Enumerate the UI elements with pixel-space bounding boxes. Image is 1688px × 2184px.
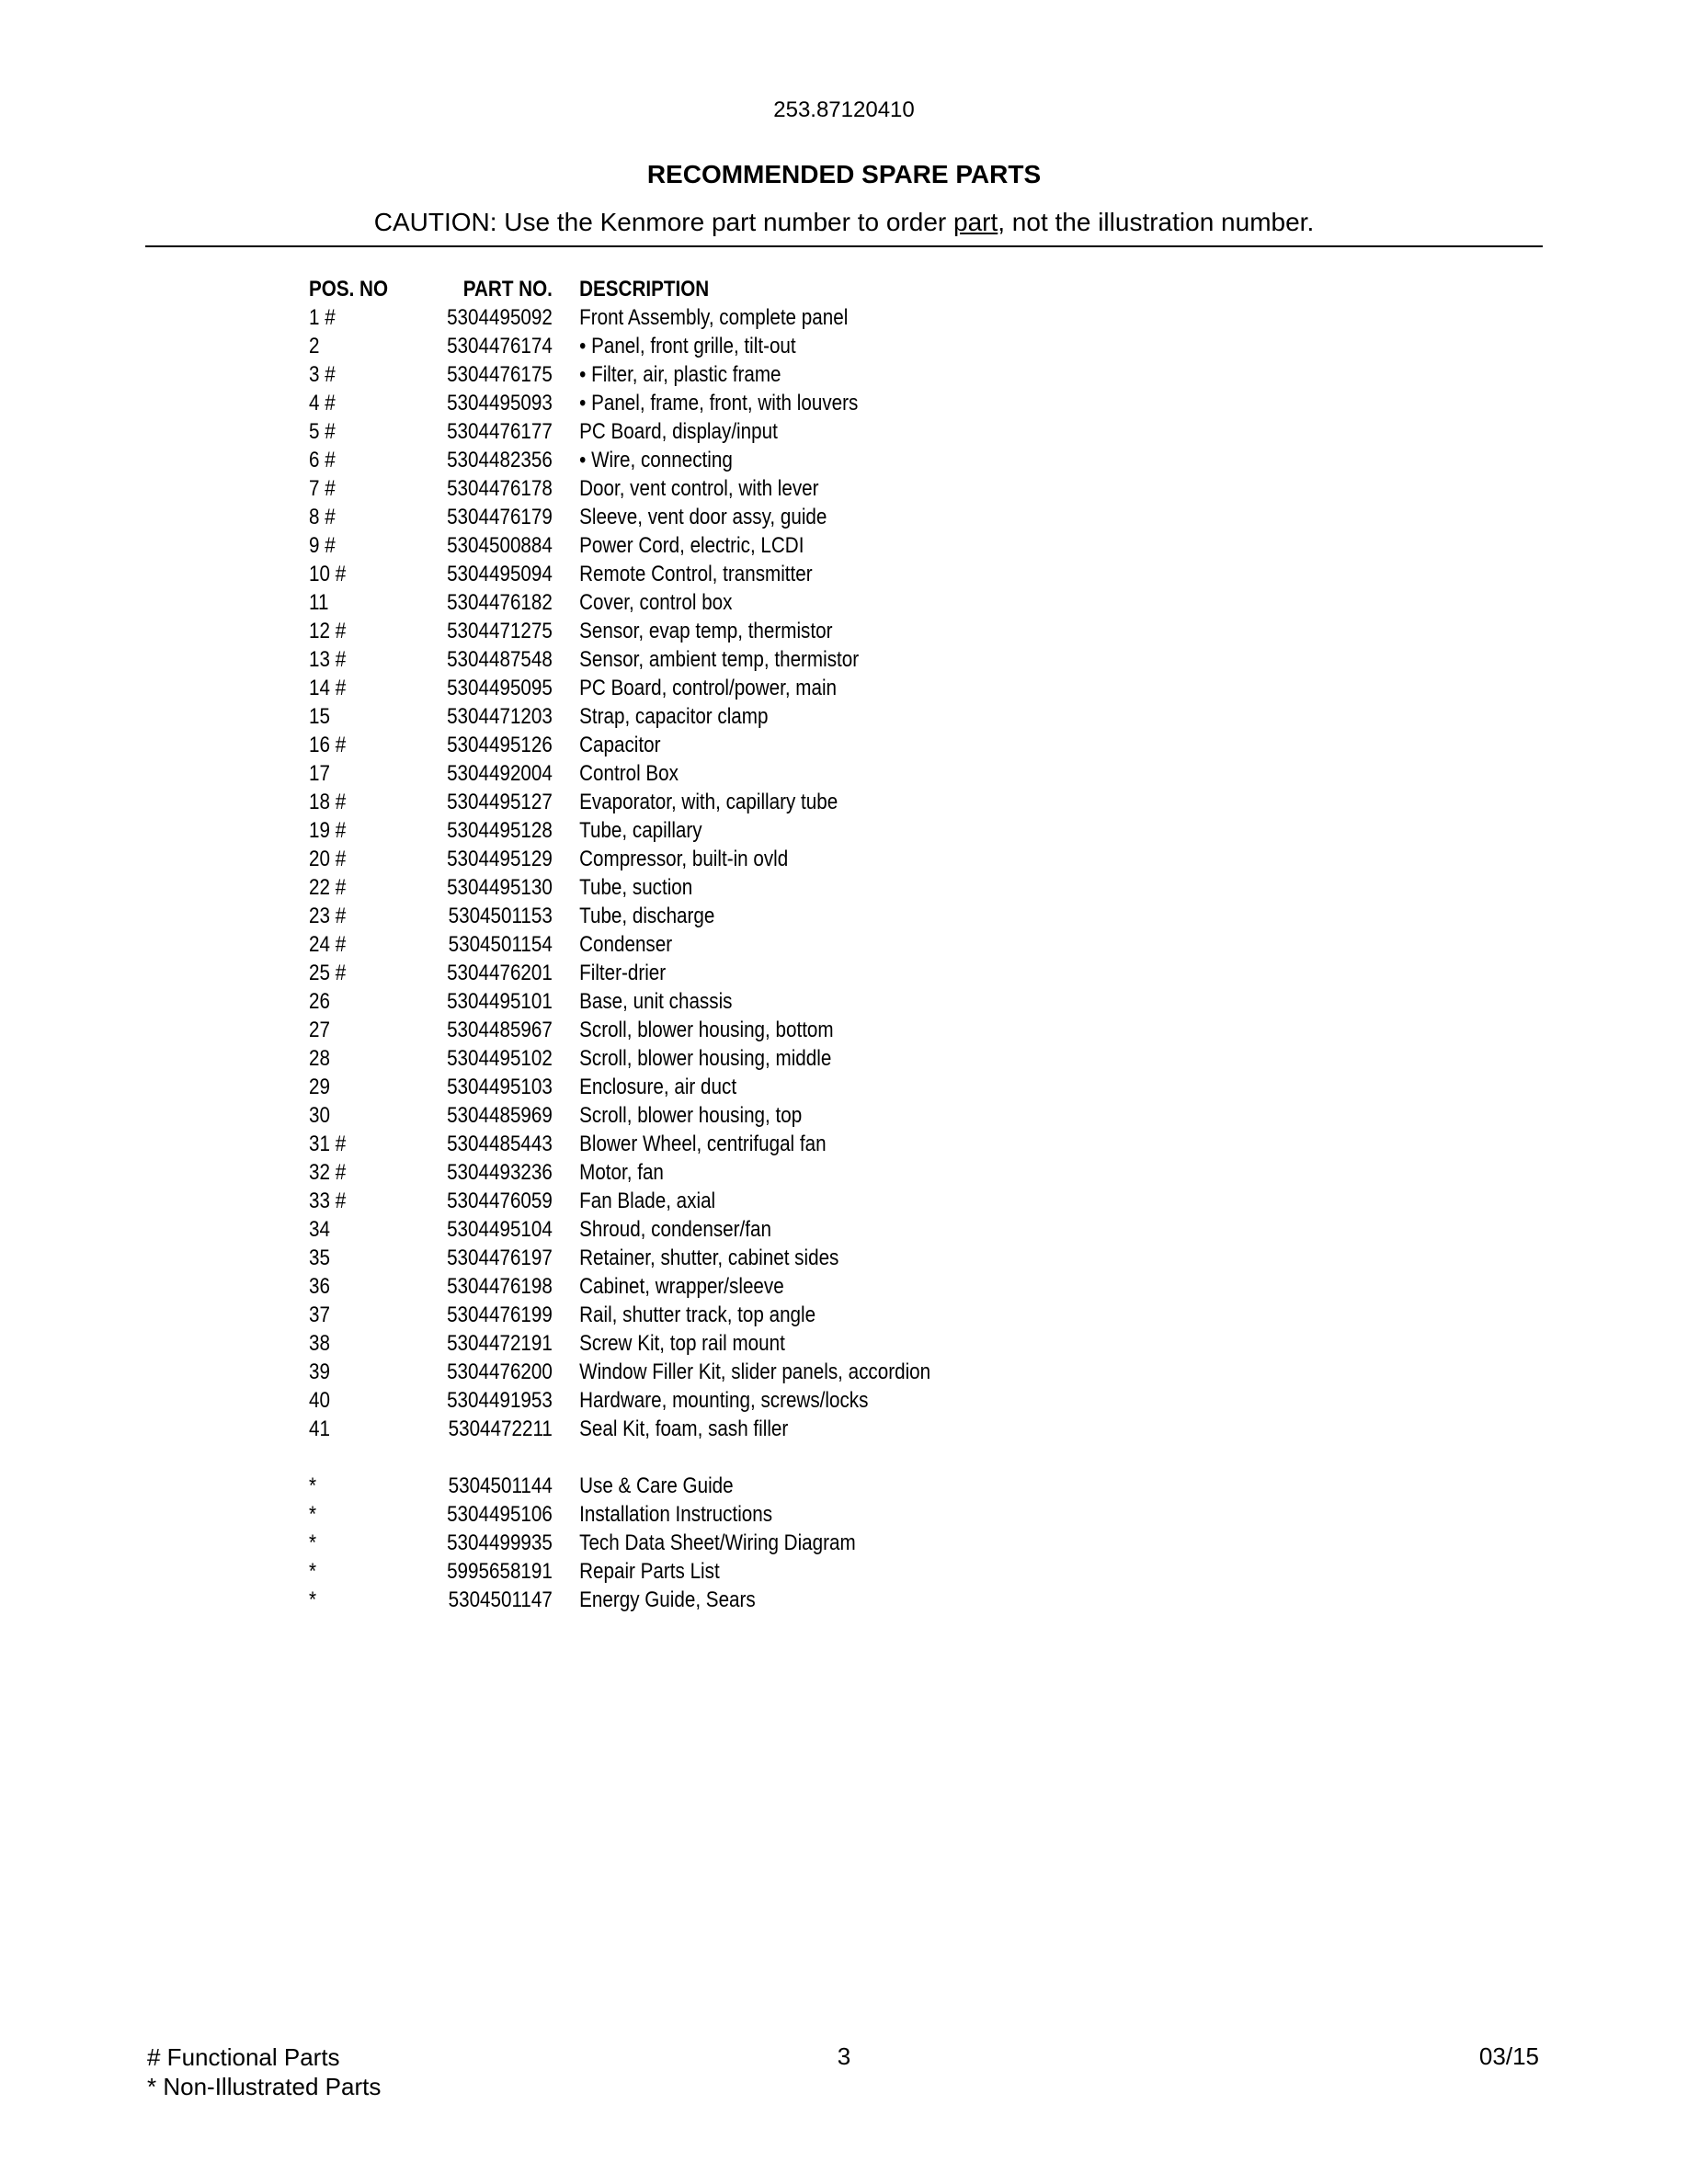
pos-cell: 8 # — [309, 505, 336, 529]
table-row — [309, 1130, 930, 1158]
pos-cell: 25 # — [309, 961, 347, 985]
part-number-cell: 5304476175 — [447, 362, 553, 387]
pos-cell: 1 # — [309, 305, 336, 330]
gap-cell — [553, 788, 579, 816]
part-number-cell: 5304476178 — [447, 476, 553, 501]
part-number-cell: 5304471203 — [447, 704, 553, 729]
description-cell: Seal Kit, foam, sash filler — [579, 1416, 789, 1441]
pos-cell: 37 — [309, 1302, 330, 1327]
part-number-cell: 5304495129 — [447, 847, 553, 871]
description-cell: Rail, shutter track, top angle — [579, 1302, 816, 1327]
description-cell: Base, unit chassis — [579, 989, 733, 1014]
pos-cell: 3 # — [309, 362, 336, 387]
part-number-cell: 5304472211 — [448, 1416, 553, 1441]
table-header-row — [309, 272, 930, 303]
gap-cell — [553, 1415, 579, 1443]
part-number-cell: 5304471275 — [447, 619, 553, 643]
part-number-cell: 5304495106 — [447, 1502, 553, 1527]
gap-cell — [553, 332, 579, 360]
description-cell: Evaporator, with, capillary tube — [579, 790, 838, 814]
description-cell: PC Board, control/power, main — [579, 676, 838, 700]
pos-cell: 6 # — [309, 448, 336, 472]
gap-cell — [553, 902, 579, 930]
table-row — [309, 702, 930, 731]
table-row — [309, 360, 930, 389]
table-row — [309, 1386, 930, 1415]
pos-cell: 30 — [309, 1103, 330, 1128]
part-number-cell: 5304501154 — [448, 932, 553, 957]
table-row — [309, 1158, 930, 1187]
part-number-cell: 5304476198 — [447, 1274, 553, 1299]
pos-cell: 12 # — [309, 619, 347, 643]
caution-underlined-word: part — [953, 208, 998, 236]
pos-cell: 29 — [309, 1075, 330, 1099]
table-row-non-illustrated — [309, 1500, 930, 1529]
part-number-cell: 5304476200 — [447, 1359, 553, 1384]
part-number-cell: 5304499935 — [447, 1530, 553, 1555]
pos-cell: 4 # — [309, 391, 336, 415]
part-number-cell: 5304485969 — [447, 1103, 553, 1128]
pos-cell: 7 # — [309, 476, 336, 501]
gap-cell — [553, 360, 579, 389]
pos-cell: 27 — [309, 1018, 330, 1042]
pos-cell: 24 # — [309, 932, 347, 957]
parts-table — [309, 272, 930, 1614]
pos-cell: * — [309, 1502, 317, 1527]
pos-cell: 16 # — [309, 733, 347, 757]
pos-cell: 14 # — [309, 676, 347, 700]
header-divider — [145, 245, 1543, 247]
legend-non-illustrated: * Non-Illustrated Parts — [147, 2073, 382, 2100]
part-number-cell: 5304492004 — [447, 761, 553, 786]
pos-cell: 33 # — [309, 1189, 347, 1213]
gap-cell — [553, 645, 579, 674]
column-header-description: DESCRIPTION — [579, 277, 710, 301]
table-row — [309, 930, 930, 959]
description-cell: Repair Parts List — [579, 1559, 720, 1584]
column-gap — [553, 272, 579, 303]
description-cell: Cover, control box — [579, 590, 733, 615]
part-number-cell: 5304501153 — [448, 904, 553, 928]
part-number-cell: 5304485443 — [447, 1132, 553, 1156]
part-number-cell: 5304500884 — [447, 533, 553, 558]
caution-suffix: , not the illustration number. — [998, 208, 1315, 236]
description-cell: Sensor, evap temp, thermistor — [579, 619, 833, 643]
table-row — [309, 731, 930, 759]
description-cell: Scroll, blower housing, top — [579, 1103, 803, 1128]
gap-cell — [553, 702, 579, 731]
gap-cell — [553, 1158, 579, 1187]
part-number-cell: 5304495126 — [447, 733, 553, 757]
description-cell: • Panel, front grille, tilt-out — [579, 334, 796, 358]
gap-cell — [553, 588, 579, 617]
description-cell: Energy Guide, Sears — [579, 1587, 756, 1612]
part-number-cell: 5304495092 — [447, 305, 553, 330]
pos-cell: 9 # — [309, 533, 336, 558]
pos-cell: 31 # — [309, 1132, 347, 1156]
gap-cell — [553, 1500, 579, 1529]
gap-cell — [553, 1215, 579, 1244]
table-row — [309, 816, 930, 845]
pos-cell: 10 # — [309, 562, 347, 586]
table-row — [309, 1016, 930, 1044]
gap-cell — [553, 1301, 579, 1329]
page-title: RECOMMENDED SPARE PARTS — [646, 160, 1042, 188]
pos-cell: 38 — [309, 1331, 330, 1356]
description-cell: Front Assembly, complete panel — [579, 305, 849, 330]
part-number-cell: 5304501147 — [448, 1587, 553, 1612]
gap-cell — [553, 1529, 579, 1557]
part-number-cell: 5304476182 — [447, 590, 553, 615]
part-number-cell: 5304495102 — [447, 1046, 553, 1071]
gap-cell — [553, 1358, 579, 1386]
description-cell: Shroud, condenser/fan — [579, 1217, 771, 1242]
description-cell: Capacitor — [579, 733, 661, 757]
gap-cell — [553, 1472, 579, 1500]
table-row — [309, 389, 930, 417]
caution-prefix: CAUTION: Use the Kenmore part number to order — [373, 208, 953, 236]
description-cell: Tube, suction — [579, 875, 693, 900]
pos-cell: 40 — [309, 1388, 330, 1413]
description-cell: Strap, capacitor clamp — [579, 704, 769, 729]
gap-cell — [553, 1073, 579, 1101]
description-cell: Tech Data Sheet/Wiring Diagram — [579, 1530, 856, 1555]
part-number-cell: 5304476059 — [447, 1189, 553, 1213]
part-number-cell: 5304476197 — [447, 1246, 553, 1270]
gap-cell — [553, 1101, 579, 1130]
gap-cell — [553, 446, 579, 474]
table-row — [309, 902, 930, 930]
gap-cell — [553, 816, 579, 845]
part-number-cell: 5304495095 — [447, 676, 553, 700]
pos-cell: 28 — [309, 1046, 330, 1071]
table-row-non-illustrated — [309, 1557, 930, 1586]
table-row — [309, 617, 930, 645]
pos-cell: 11 — [309, 590, 329, 615]
part-number-cell: 5304472191 — [447, 1331, 553, 1356]
table-row — [309, 1358, 930, 1386]
gap-cell — [553, 930, 579, 959]
gap-cell — [553, 531, 579, 560]
gap-cell — [553, 1187, 579, 1215]
gap-cell — [553, 560, 579, 588]
part-number-cell: 5304495093 — [447, 391, 553, 415]
table-row — [309, 1301, 930, 1329]
gap-cell — [553, 1244, 579, 1272]
description-cell: • Panel, frame, front, with louvers — [579, 391, 859, 415]
description-cell: Screw Kit, top rail mount — [579, 1331, 785, 1356]
description-cell: Scroll, blower housing, middle — [579, 1046, 832, 1071]
gap-cell — [553, 845, 579, 873]
gap-cell — [553, 1044, 579, 1073]
pos-cell: 2 — [309, 334, 320, 358]
table-row — [309, 873, 930, 902]
part-number-cell: 5304495128 — [447, 818, 553, 843]
table-row — [309, 987, 930, 1016]
description-cell: Scroll, blower housing, bottom — [579, 1018, 834, 1042]
table-row — [309, 474, 930, 503]
part-number-cell: 5995658191 — [447, 1559, 553, 1584]
pos-cell: 36 — [309, 1274, 330, 1299]
row-spacer — [309, 1443, 930, 1472]
part-number-cell: 5304491953 — [447, 1388, 553, 1413]
description-cell: Retainer, shutter, cabinet sides — [579, 1246, 839, 1270]
pos-cell: 15 — [309, 704, 330, 729]
table-row — [309, 1329, 930, 1358]
pos-cell: 34 — [309, 1217, 330, 1242]
table-row — [309, 788, 930, 816]
pos-cell: 20 # — [309, 847, 347, 871]
gap-cell — [553, 1329, 579, 1358]
description-cell: Installation Instructions — [579, 1502, 773, 1527]
table-row — [309, 417, 930, 446]
description-cell: • Filter, air, plastic frame — [579, 362, 781, 387]
table-row — [309, 1187, 930, 1215]
part-number-cell: 5304495130 — [447, 875, 553, 900]
description-cell: Sleeve, vent door assy, guide — [579, 505, 827, 529]
gap-cell — [553, 617, 579, 645]
parts-table-body — [309, 303, 930, 1614]
pos-cell: 22 # — [309, 875, 347, 900]
part-number-cell: 5304476177 — [447, 419, 553, 444]
gap-cell — [553, 959, 579, 987]
part-number-cell: 5304495103 — [447, 1075, 553, 1099]
gap-cell — [553, 759, 579, 788]
pos-cell: 39 — [309, 1359, 330, 1384]
row-spacer-cell — [309, 1443, 930, 1472]
part-number-cell: 5304493236 — [447, 1160, 553, 1185]
part-number-cell: 5304501144 — [448, 1473, 553, 1498]
pos-cell: 26 — [309, 989, 330, 1014]
description-cell: PC Board, display/input — [579, 419, 778, 444]
gap-cell — [553, 987, 579, 1016]
table-row — [309, 1215, 930, 1244]
description-cell: Hardware, mounting, screws/locks — [579, 1388, 869, 1413]
table-row — [309, 674, 930, 702]
description-cell: Control Box — [579, 761, 679, 786]
part-number-cell: 5304495094 — [447, 562, 553, 586]
description-cell: Enclosure, air duct — [579, 1075, 737, 1099]
pos-cell: 23 # — [309, 904, 347, 928]
gap-cell — [553, 1586, 579, 1614]
description-cell: Tube, capillary — [579, 818, 702, 843]
description-cell: Power Cord, electric, LCDI — [579, 533, 804, 558]
gap-cell — [553, 417, 579, 446]
table-row — [309, 303, 930, 332]
table-row — [309, 645, 930, 674]
table-row — [309, 1272, 930, 1301]
table-row — [309, 531, 930, 560]
pos-cell: * — [309, 1530, 317, 1555]
gap-cell — [553, 873, 579, 902]
part-number-cell: 5304485967 — [447, 1018, 553, 1042]
gap-cell — [553, 731, 579, 759]
gap-cell — [553, 1016, 579, 1044]
model-number: 253.87120410 — [773, 97, 915, 122]
pos-cell: * — [309, 1587, 317, 1612]
description-cell: Compressor, built-in ovld — [579, 847, 789, 871]
pos-cell: 18 # — [309, 790, 347, 814]
column-header-pos: POS. NO — [309, 277, 389, 301]
pos-cell: * — [309, 1559, 317, 1584]
table-row — [309, 332, 930, 360]
table-row — [309, 845, 930, 873]
gap-cell — [553, 303, 579, 332]
description-cell: Filter-drier — [579, 961, 667, 985]
pos-cell: 41 — [309, 1416, 330, 1441]
table-row — [309, 1073, 930, 1101]
part-number-cell: 5304487548 — [447, 647, 553, 672]
legend-functional: # Functional Parts — [147, 2043, 340, 2071]
part-number-cell: 5304476199 — [447, 1302, 553, 1327]
table-row — [309, 1101, 930, 1130]
part-number-cell: 5304495104 — [447, 1217, 553, 1242]
part-number-cell: 5304476201 — [447, 961, 553, 985]
table-row — [309, 1415, 930, 1443]
description-cell: Window Filler Kit, slider panels, accordion — [579, 1359, 931, 1384]
description-cell: Tube, discharge — [579, 904, 715, 928]
description-cell: Use & Care Guide — [579, 1473, 734, 1498]
table-row — [309, 503, 930, 531]
gap-cell — [553, 1272, 579, 1301]
gap-cell — [553, 1130, 579, 1158]
description-cell: Blower Wheel, centrifugal fan — [579, 1132, 827, 1156]
table-row-non-illustrated — [309, 1472, 930, 1500]
pos-cell: 19 # — [309, 818, 347, 843]
caution-notice — [0, 208, 1688, 237]
part-number-cell: 5304476179 — [447, 505, 553, 529]
pos-cell: 13 # — [309, 647, 347, 672]
pos-cell: 5 # — [309, 419, 336, 444]
pos-cell: 32 # — [309, 1160, 347, 1185]
revision-date: 03/15 — [1478, 2042, 1539, 2070]
table-row-non-illustrated — [309, 1529, 930, 1557]
part-number-cell: 5304495101 — [447, 989, 553, 1014]
gap-cell — [553, 1557, 579, 1586]
gap-cell — [553, 503, 579, 531]
description-cell: • Wire, connecting — [579, 448, 733, 472]
part-number-cell: 5304495127 — [447, 790, 553, 814]
part-number-cell: 5304476174 — [447, 334, 553, 358]
column-header-part: PART NO. — [462, 277, 553, 301]
table-row — [309, 588, 930, 617]
table-row-non-illustrated — [309, 1586, 930, 1614]
description-cell: Cabinet, wrapper/sleeve — [579, 1274, 784, 1299]
pos-cell: * — [309, 1473, 317, 1498]
gap-cell — [553, 474, 579, 503]
page-number: 3 — [837, 2042, 851, 2070]
table-row — [309, 1244, 930, 1272]
table-row — [309, 560, 930, 588]
table-row — [309, 1044, 930, 1073]
table-row — [309, 446, 930, 474]
description-cell: Door, vent control, with lever — [579, 476, 819, 501]
table-row — [309, 759, 930, 788]
gap-cell — [553, 389, 579, 417]
description-cell: Motor, fan — [579, 1160, 664, 1185]
gap-cell — [553, 1386, 579, 1415]
gap-cell — [553, 674, 579, 702]
pos-cell: 17 — [309, 761, 330, 786]
description-cell: Fan Blade, axial — [579, 1189, 716, 1213]
description-cell: Condenser — [579, 932, 673, 957]
pos-cell: 35 — [309, 1246, 330, 1270]
description-cell: Remote Control, transmitter — [579, 562, 813, 586]
part-number-cell: 5304482356 — [447, 448, 553, 472]
table-row — [309, 959, 930, 987]
description-cell: Sensor, ambient temp, thermistor — [579, 647, 860, 672]
